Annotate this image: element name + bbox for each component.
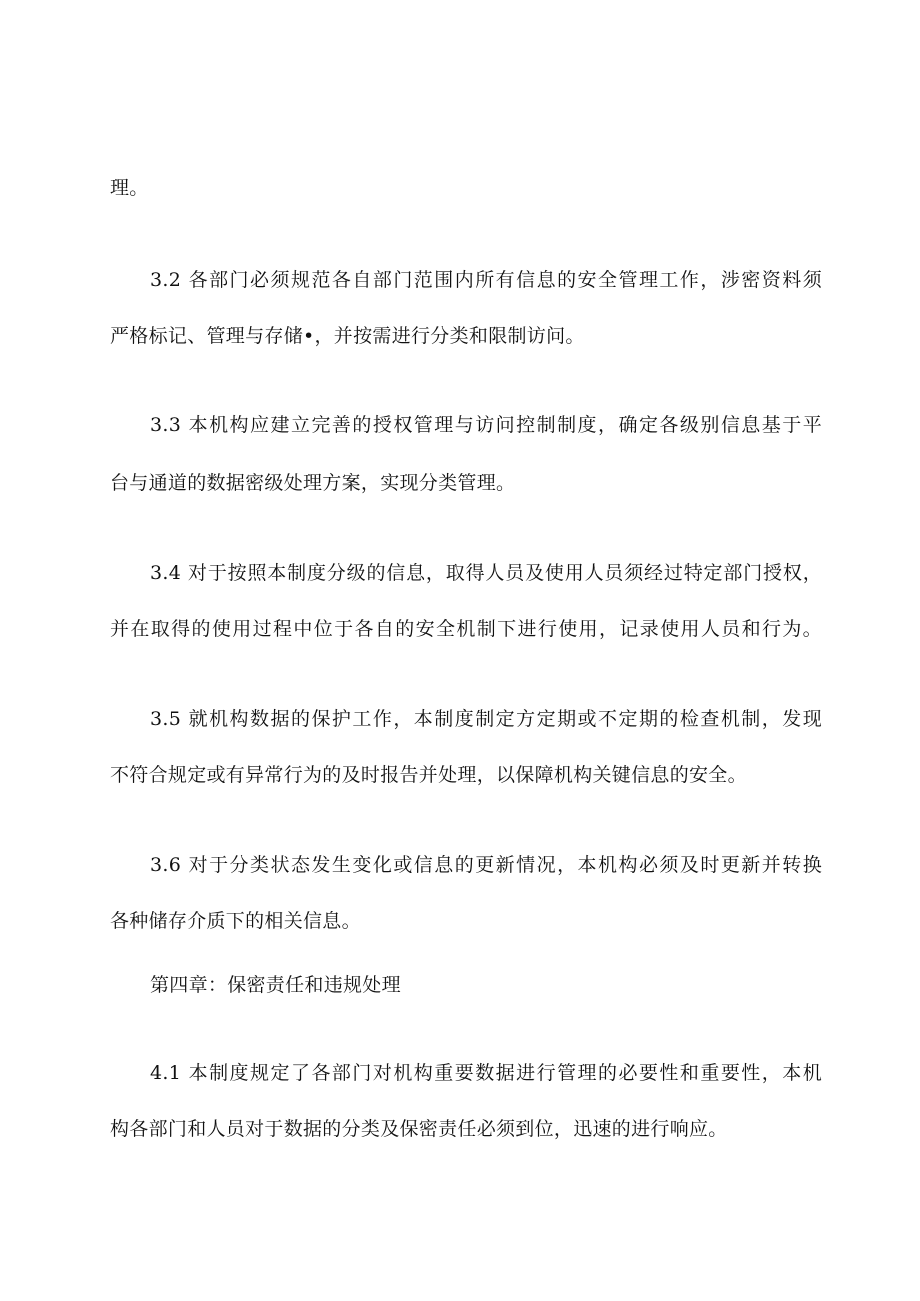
clause-3-3-line-2: 台与通道的数据密级处理方案，实现分类管理。 xyxy=(110,472,516,494)
paragraph-line-continuation: 理。 xyxy=(110,177,149,199)
clause-3-6-line-2: 各种储存介质下的相关信息。 xyxy=(110,910,361,932)
clause-3-4-line-2: 并在取得的使用过程中位于各自的安全机制下进行使用，记录使用人员和行为。 xyxy=(110,618,822,640)
clause-3-2-line-1: 3.2 各部门必须规范各自部门范围内所有信息的安全管理工作，涉密资料须 xyxy=(150,269,822,291)
clause-4-1-line-2: 构各部门和人员对于数据的分类及保密责任必须到位，迅速的进行响应。 xyxy=(110,1118,728,1140)
clause-3-4-line-1: 3.4 对于按照本制度分级的信息，取得人员及使用人员须经过特定部门授权， xyxy=(150,562,822,584)
clause-4-1-line-1: 4.1 本制度规定了各部门对机构重要数据进行管理的必要性和重要性，本机 xyxy=(150,1062,822,1084)
clause-3-6-line-1: 3.6 对于分类状态发生变化或信息的更新情况，本机构必须及时更新并转换 xyxy=(150,854,822,876)
clause-3-2-line-2: 严格标记、管理与存储•，并按需进行分类和限制访问。 xyxy=(110,325,585,347)
clause-3-5-line-2: 不符合规定或有异常行为的及时报告并处理，以保障机构关键信息的安全。 xyxy=(110,764,747,786)
chapter-4-heading: 第四章：保密责任和违规处理 xyxy=(150,974,401,996)
clause-3-5-line-1: 3.5 就机构数据的保护工作，本制度制定方定期或不定期的检查机制，发现 xyxy=(150,708,822,730)
clause-3-3-line-1: 3.3 本机构应建立完善的授权管理与访问控制制度，确定各级别信息基于平 xyxy=(150,414,822,436)
